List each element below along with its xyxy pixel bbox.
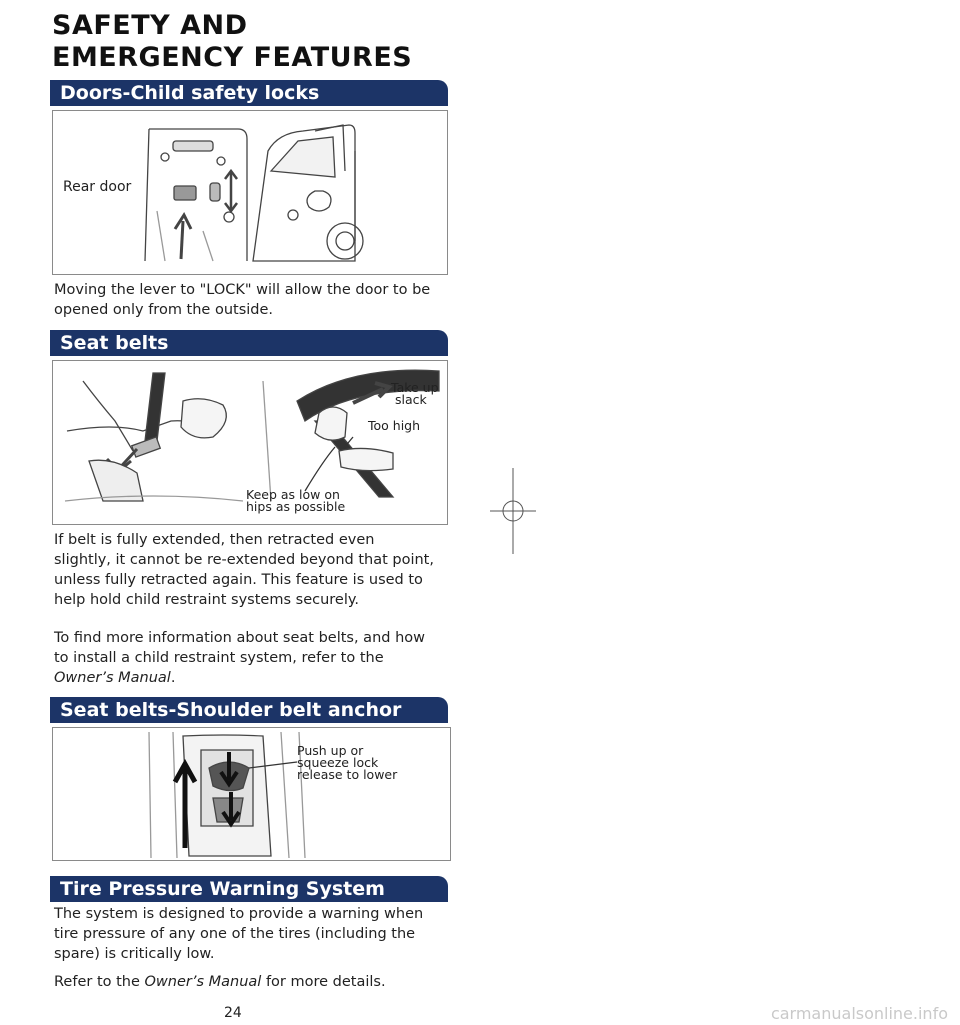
callout-take-up bbox=[391, 382, 439, 406]
section-heading-tpws: Tire Pressure Warning System bbox=[50, 876, 448, 902]
tpws-description bbox=[54, 904, 423, 964]
refer-prefix: Refer to the bbox=[54, 974, 140, 990]
shoulder-anchor-figure bbox=[52, 727, 451, 861]
callout-rear-door: Rear door bbox=[63, 179, 132, 195]
owners-manual-reference: Owner’s Manual bbox=[54, 670, 171, 686]
tpws-description-line-2: tire pressure of any one of the tires (including the bbox=[54, 926, 416, 942]
seat-belt-description-line-2: slightly, it cannot be re-extended beyond that point, bbox=[54, 552, 434, 568]
callout-keep-low bbox=[246, 489, 345, 513]
sentence-period: . bbox=[170, 670, 176, 686]
page-title-line-2: EMERGENCY FEATURES bbox=[52, 42, 413, 73]
child-lock-figure bbox=[52, 110, 448, 275]
seat-belt-description-line-3: unless fully retracted again. This feature is used to bbox=[54, 572, 423, 588]
child-lock-description: Moving the lever to "LOCK" will allow the door to be opened only from the outside. bbox=[54, 282, 431, 318]
registration-mark-icon bbox=[490, 468, 536, 554]
seat-belt-description-line-1: If belt is fully extended, then retracted even bbox=[54, 532, 375, 548]
callout-push-up-line-2: squeeze lock bbox=[297, 755, 379, 770]
seat-belt-description bbox=[54, 530, 434, 610]
callout-keep-low-line-2: hips as possible bbox=[246, 499, 346, 514]
page-title bbox=[52, 10, 412, 74]
page-number: 24 bbox=[224, 1005, 242, 1021]
seat-belt-more-info-line-1: To find more information about seat belts, and how bbox=[54, 630, 425, 646]
callout-push-up-line-1: Push up or bbox=[297, 743, 364, 758]
section-heading-seat-belts: Seat belts bbox=[50, 330, 448, 356]
callout-push-up-line-3: release to lower bbox=[297, 767, 398, 782]
tpws-description-line-3: spare) is critically low. bbox=[54, 946, 215, 962]
callout-keep-low-line-1: Keep as low on bbox=[246, 487, 340, 502]
section-heading-child-locks: Doors-Child safety locks bbox=[50, 80, 448, 106]
callout-take-up-line-2: slack bbox=[395, 392, 427, 407]
watermark: carmanualsonline.info bbox=[770, 1004, 948, 1023]
section-heading-shoulder-anchor: Seat belts-Shoulder belt anchor bbox=[50, 697, 448, 723]
page-title-line-1: SAFETY AND bbox=[52, 10, 248, 41]
tpws-description-line-1: The system is designed to provide a warning when bbox=[54, 906, 424, 922]
seat-belt-more-info-line-3 bbox=[54, 668, 425, 688]
callout-push-up bbox=[297, 745, 397, 781]
seat-belt-more-info bbox=[54, 628, 425, 688]
owners-manual-reference-tpws: Owner’s Manual bbox=[144, 974, 262, 990]
callout-too-high: Too high bbox=[368, 418, 421, 433]
seat-belt-more-info-line-2: to install a child restraint system, refer to the bbox=[54, 650, 384, 666]
tpws-refer bbox=[54, 972, 386, 992]
seat-belt-figure bbox=[52, 360, 448, 525]
refer-suffix: for more details. bbox=[265, 974, 386, 990]
child-lock-illustration bbox=[53, 111, 447, 274]
callout-take-up-line-1: Take up bbox=[391, 380, 439, 395]
seat-belt-description-line-4: help hold child restraint systems securely. bbox=[54, 592, 359, 608]
